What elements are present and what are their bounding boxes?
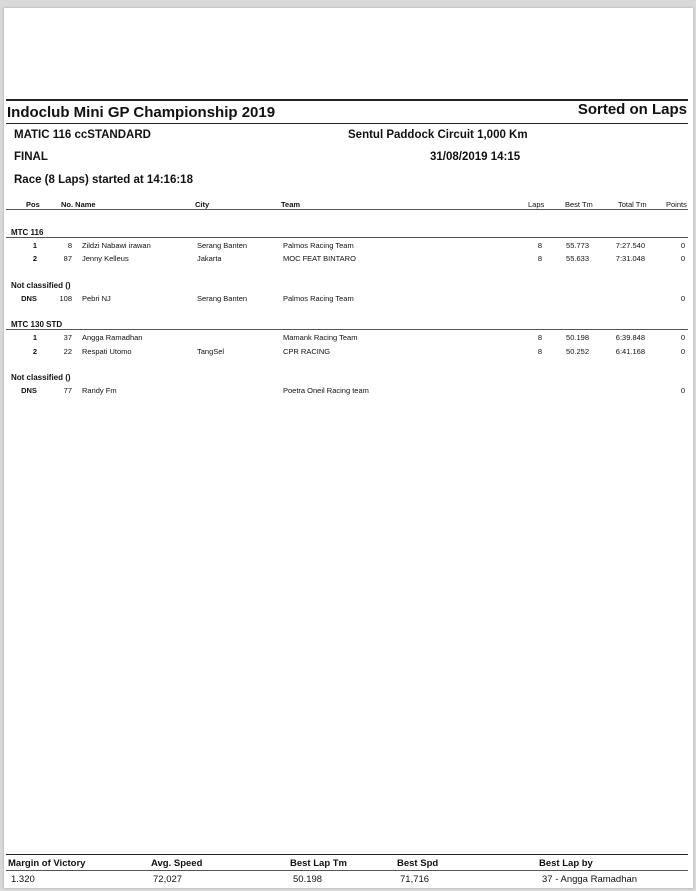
row-points: 0: [680, 333, 685, 342]
row-points: 0: [680, 386, 685, 395]
row-number: 37: [63, 333, 72, 342]
championship-title: Indoclub Mini GP Championship 2019: [7, 104, 276, 121]
group-label-mtc130: MTC 130 STD: [11, 320, 63, 329]
row-total-time: 6:39.848: [615, 333, 645, 342]
title-bottom-rule: [6, 123, 688, 124]
row-pos: DNS: [21, 294, 37, 303]
row-name: Randy Fm: [82, 386, 117, 395]
row-best-time: 55.633: [566, 254, 589, 263]
footer-best-lap-tm-label: Best Lap Tm: [290, 858, 348, 869]
footer-avg-speed-label: Avg. Speed: [151, 858, 203, 869]
column-header-rule: [6, 209, 688, 210]
group-rule-mtc130: [6, 329, 688, 330]
row-points: 0: [680, 347, 685, 356]
row-laps: 8: [537, 254, 542, 263]
group-label-mtc116: MTC 116: [11, 228, 44, 237]
footer-best-lap-by-value: 37 - Angga Ramadhan: [542, 874, 638, 885]
row-number: 77: [63, 386, 72, 395]
row-total-time: 6:41.168: [615, 347, 645, 356]
col-best-tm: Best Tm: [565, 200, 593, 209]
row-city: Serang Banten: [197, 294, 248, 303]
row-total-time: 7:27.540: [615, 241, 645, 250]
col-points: Points: [666, 200, 687, 209]
footer-best-spd-label: Best Spd: [397, 858, 439, 869]
row-city: Serang Banten: [197, 241, 248, 250]
footer-top-rule: [6, 854, 688, 855]
row-pos: 1: [32, 241, 38, 250]
class-name: MATIC 116 ccSTANDARD: [14, 129, 151, 141]
row-team: Poetra Oneil Racing team: [283, 386, 369, 395]
footer-margin-value: 1.320: [11, 874, 35, 885]
row-city: Jakarta: [197, 254, 222, 263]
row-name: Angga Ramadhan: [82, 333, 143, 342]
row-laps: 8: [537, 347, 542, 356]
footer-best-lap-tm-value: 50.198: [293, 874, 323, 885]
footer-avg-speed-value: 72,027: [153, 874, 183, 885]
footer-best-spd-value: 71,716: [400, 874, 430, 885]
session-name: FINAL: [14, 151, 48, 163]
row-number: 8: [67, 241, 72, 250]
sort-label: Sorted on Laps: [577, 101, 687, 118]
group-rule-mtc116: [6, 237, 688, 238]
row-name: Pebri NJ: [82, 294, 111, 303]
row-team: MOC FEAT BINTARO: [283, 254, 356, 263]
row-team: Mamank Racing Team: [283, 333, 358, 342]
row-number: 87: [63, 254, 72, 263]
row-points: 0: [680, 241, 685, 250]
col-total-tm: Total Tm: [618, 200, 647, 209]
row-total-time: 7:31.048: [615, 254, 645, 263]
col-team: Team: [281, 200, 301, 209]
row-best-time: 55.773: [566, 241, 589, 250]
col-city: City: [195, 200, 210, 209]
row-name: Zildzi Nabawi irawan: [82, 241, 151, 250]
row-pos: 1: [32, 333, 38, 342]
col-no-name: No. Name: [61, 200, 96, 209]
footer-best-lap-by-label: Best Lap by: [539, 858, 593, 869]
footer-margin-label: Margin of Victory: [8, 858, 86, 869]
group-label-not-classified: Not classified (): [11, 281, 71, 290]
row-best-time: 50.252: [566, 347, 589, 356]
race-info: Race (8 Laps) started at 14:16:18: [14, 174, 193, 186]
row-name: Respati Utomo: [82, 347, 132, 356]
row-city: TangSel: [197, 347, 225, 356]
row-number: 22: [63, 347, 72, 356]
row-team: Palmos Racing Team: [283, 294, 354, 303]
row-laps: 8: [537, 333, 542, 342]
row-pos: 2: [32, 254, 38, 263]
row-points: 0: [680, 254, 685, 263]
race-datetime: 31/08/2019 14:15: [430, 151, 521, 163]
row-pos: DNS: [21, 386, 37, 395]
row-laps: 8: [537, 241, 542, 250]
footer-mid-rule: [6, 870, 688, 871]
row-team: CPR RACING: [283, 347, 331, 356]
row-points: 0: [680, 294, 685, 303]
row-best-time: 50.198: [566, 333, 589, 342]
circuit-name: Sentul Paddock Circuit 1,000 Km: [348, 129, 528, 141]
row-number: 108: [59, 294, 72, 303]
row-name: Jenny Kelleus: [82, 254, 129, 263]
col-laps: Laps: [528, 200, 545, 209]
group-label-not-classified: Not classified (): [11, 373, 71, 382]
col-pos: Pos: [26, 200, 40, 209]
row-team: Palmos Racing Team: [283, 241, 354, 250]
row-pos: 2: [32, 347, 38, 356]
